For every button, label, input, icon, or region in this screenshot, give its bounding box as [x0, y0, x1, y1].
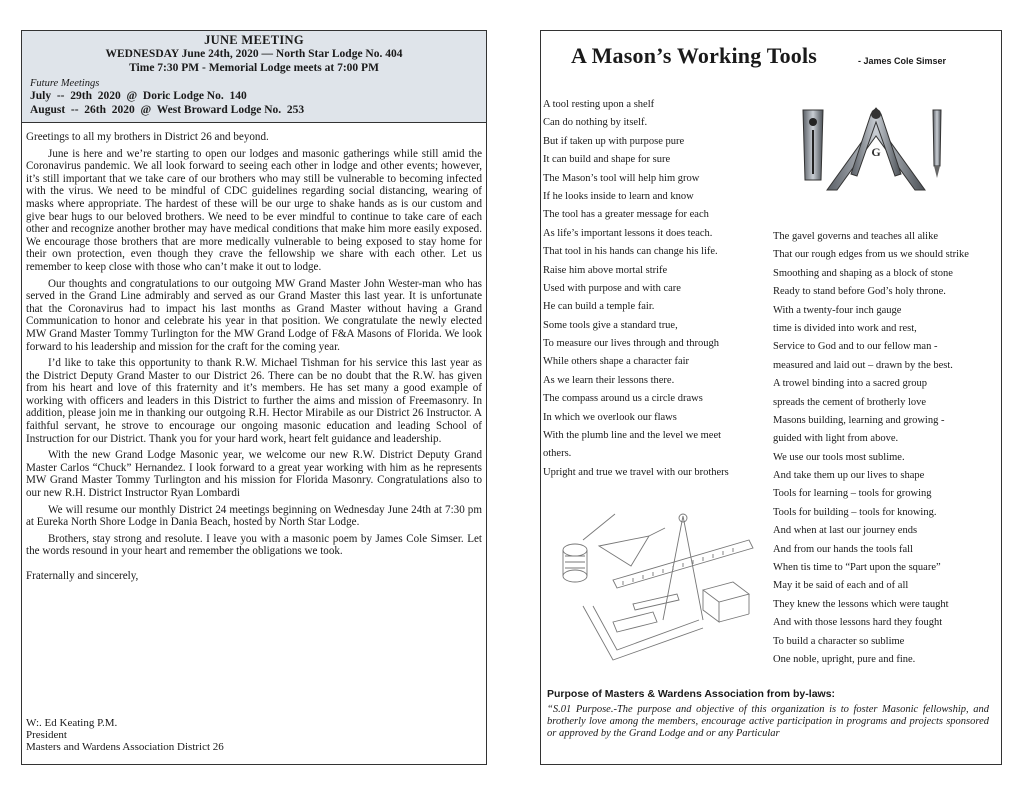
masonic-square-compass-tools-icon: [797, 104, 955, 204]
poem-line: measured and laid out – drawn by the best.: [773, 359, 953, 371]
poem-line: As life’s important lessons it does teach.: [543, 227, 713, 239]
meeting-time-line: Time 7:30 PM - Memorial Lodge meets at 7:00 PM: [129, 62, 379, 74]
letter-closing: Fraternally and sincerely,: [26, 570, 139, 582]
poem-line: Service to God and to our fellow man -: [773, 341, 938, 353]
poem-line: time is divided into work and rest,: [773, 322, 917, 334]
poem-line: Tools for building – tools for knowing.: [773, 506, 937, 518]
poem-column-left: [543, 96, 729, 482]
poem-line: others.: [543, 448, 572, 460]
poem-line: They knew the lessons which were taught: [773, 598, 949, 610]
poem-line: That tool in his hands can change his life.: [543, 246, 718, 258]
poem-line: And when at last our journey ends: [773, 525, 918, 537]
purpose-text: “S.01 Purpose.-The purpose and objective of this organization is to foster Masonic fellowship, and brotherly love among the members, encourage active participation in programs and projects sponsored or approved by the Grand Lodge and or any Particular: [547, 704, 989, 739]
poem-line: spreads the cement of brotherly love: [773, 396, 927, 408]
poem-line: Tools for learning – tools for growing: [773, 488, 932, 500]
poem-line: He can build a temple fair.: [543, 301, 655, 313]
poem-line: In which we overlook our flaws: [543, 411, 677, 423]
poem-line: With the plumb line and the level we meet: [543, 430, 722, 442]
president-letter: [26, 131, 482, 587]
poem-line: When tis time to “Part upon the square”: [773, 562, 941, 574]
poem-column-right: [773, 228, 969, 669]
future-meetings-label: Future Meetings: [30, 78, 100, 89]
poem-line: The Mason’s tool will help him grow: [543, 172, 700, 184]
meeting-date-line: WEDNESDAY June 24th, 2020 — North Star Lodge No. 404: [105, 48, 403, 60]
poem-line: Can do nothing by itself.: [543, 117, 648, 129]
poem-line: Masons building, learning and growing -: [773, 414, 945, 426]
poem-line: May it be said of each and of all: [773, 580, 909, 592]
poem-line: Upright and true we travel with our brothers: [543, 466, 729, 478]
poem-line: It can build and shape for sure: [543, 154, 671, 166]
poem-line: To measure our lives through and through: [543, 338, 719, 350]
purpose-heading: Purpose of Masters & Wardens Association from by-laws:: [547, 688, 836, 700]
poem-line: Raise him above mortal strife: [543, 264, 668, 276]
poem-line: As we learn their lessons there.: [543, 374, 675, 386]
poem-line: One noble, upright, pure and fine.: [773, 653, 916, 665]
meeting-info-box: [22, 31, 486, 123]
poem-line: To build a character so sublime: [773, 635, 905, 647]
poem-line: That our rough edges from us we should strike: [773, 249, 969, 261]
poem-line: The gavel governs and teaches all alike: [773, 231, 939, 242]
poem-line: Smoothing and shaping as a block of stone: [773, 267, 953, 279]
letter-paragraph: We will resume our monthly District 24 meetings beginning on Wednesday June 24th at 7:30 pm at Eureka North Shore Lodge in Dania Beach, hosted by North Star Lodge.: [26, 503, 482, 529]
poem-line: And from our hands the tools fall: [773, 543, 913, 555]
letter-paragraph: With the new Grand Lodge Masonic year, we welcome our new R.W. District Deputy Grand Master Carlos “Chuck” Hernandez. I look forward to a great year working with him as he represents MW Grand Master Tommy Turlington and his mission for Florida Masonry. Congratulations also to our new R.H. District Instructor Ryan Lombardi: [26, 449, 482, 500]
letter-paragraph: I’d like to take this opportunity to thank R.W. Michael Tishman for his service this last year as the District Deputy Grand Master to our District 26. There can be no doubt that the R.W. has given from his heart and love of this fraternity and it’s members. He has set many a good example of working with officers and leaders in this District to further the aims and mission of Freemasonry. In addition, please join me in thanking our outgoing R.H. Hector Mirabile as our District 26 Instructor. A faithful servant, he strove to encourage our ongoing masonic education and leading School of Instruction for our District. Thank you for your hard work, heart felt guidance and leadership.: [26, 357, 482, 445]
poem-line: With a twenty-four inch gauge: [773, 304, 902, 316]
signature-organization: Masters and Wardens Association District 26: [26, 741, 224, 754]
poem-line: The tool has a greater message for each: [543, 209, 709, 221]
poem-line: A trowel binding into a sacred group: [773, 378, 927, 390]
future-meeting-july: July -- 29th 2020 @ Doric Lodge No. 140: [30, 90, 247, 102]
poem-author: - James Cole Simser: [858, 56, 947, 66]
letter-signature: [26, 717, 224, 754]
poem-line: And take them up our lives to shape: [773, 470, 925, 482]
poem-line: Used with purpose and with care: [543, 282, 681, 294]
poem-line: Some tools give a standard true,: [543, 319, 678, 331]
masonic-working-tools-illustration-icon: [553, 510, 765, 665]
letter-greeting: Greetings to all my brothers in District 26 and beyond.: [26, 131, 269, 143]
svg-text:G: G: [871, 145, 881, 159]
meeting-title: JUNE MEETING: [204, 33, 304, 47]
letter-paragraph: Brothers, stay strong and resolute. I leave you with a masonic poem by James Cole Simser. Let the words resound in your heart and remember the obligations we took.: [26, 532, 482, 558]
poem-line: Ready to stand before God’s holy throne.: [773, 286, 946, 298]
poem-line: A tool resting upon a shelf: [543, 99, 655, 110]
signature-title: President: [26, 729, 67, 742]
poem-line: While others shape a character fair: [543, 356, 690, 368]
poem-line: guided with light from above.: [773, 433, 899, 445]
future-meeting-august: August -- 26th 2020 @ West Broward Lodge No. 253: [30, 104, 305, 116]
poem-title: A Mason’s Working Tools: [571, 43, 818, 68]
letter-paragraph: June is here and we’re starting to open our lodges and masonic gatherings while still amid the Coronavirus pandemic. We all look forward to seeing each other in lodge and other events; however, it’s still important that we take care of our brothers who may still be vulnerable to becoming infected with the virus. We need to be mindful of CDC guidelines regarding social distancing, wearing of masks where appropriate. The hardest of these will be our urge to shake hands as is our custom and give bear hugs to our beloved brothers. We need to be ever mindful to continue to take care of each other and recognize another brother may have medical conditions that make him more easily exposed. We encourage those brothers that are more medically vulnerable to being exposed to stay home for their own protection, even though they crave the fellowship we share with each other. Let us remember to keep close with those who can’t make it out to lodge.: [26, 147, 482, 273]
poem-line: If he looks inside to learn and know: [543, 190, 694, 202]
poem-line: We use our tools most sublime.: [773, 451, 905, 463]
poem-line: The compass around us a circle draws: [543, 393, 703, 405]
poem-line: But if taken up with purpose pure: [543, 135, 685, 147]
letter-paragraph: Our thoughts and congratulations to our outgoing MW Grand Master John Wester-man who has served in the Grand Line admirably and served as our Grand Master this last year. It is unfortunate that the Coronavirus had to impact his last months as Grand Master without having a Grand Communication to honor and celebrate his year in that position. We congratulate the newly elected MW Grand Master Tommy Turlington for the MW Grand Lodge of F&A Masons of Florida. We look forward to his leadership and mission for the craft for the coming year.: [26, 277, 482, 353]
signature-name: W:. Ed Keating P.M.: [26, 717, 118, 729]
poem-line: And with those lessons hard they fought: [773, 617, 943, 629]
